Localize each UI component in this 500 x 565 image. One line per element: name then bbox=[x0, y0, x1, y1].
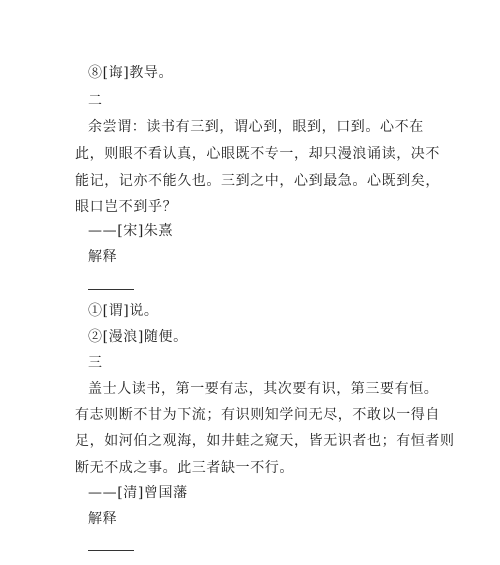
section-number-2: 二 bbox=[88, 93, 103, 109]
note-2: ②[漫浪]随便。 bbox=[88, 329, 188, 345]
author-attribution: ——[清]曾国藩 bbox=[88, 485, 188, 501]
paragraph-line: 余尝谓：读书有三到，谓心到，眼到，口到。心不在 bbox=[88, 119, 424, 135]
section-number-3: 三 bbox=[88, 355, 103, 371]
paragraph-line: 断无不成之事。此三者缺一不行。 bbox=[75, 460, 294, 476]
paragraph-line: 盖士人读书，第一要有志，其次要有识，第三要有恒。 bbox=[88, 381, 439, 397]
paragraph-line: 眼口岂不到乎？ bbox=[75, 199, 178, 215]
author-attribution: ——[宋]朱熹 bbox=[88, 223, 174, 239]
paragraph-line: 此，则眼不看认真，心眼既不专一，却只漫浪诵读，决不 bbox=[75, 146, 440, 162]
explain-label: 解释 bbox=[88, 511, 118, 527]
divider-rule bbox=[88, 550, 134, 551]
explain-label: 解释 bbox=[88, 249, 118, 265]
divider-rule bbox=[88, 289, 134, 290]
paragraph-line: 有志则断不甘为下流；有识则知学问无尽，不敢以一得自 bbox=[75, 407, 440, 423]
note-8: ⑧[诲]教导。 bbox=[88, 65, 174, 81]
paragraph-line: 足，如河伯之观海，如井蛙之窥天，皆无识者也；有恒者则 bbox=[75, 433, 455, 449]
paragraph-line: 能记，记亦不能久也。三到之中，心到最急。心既到矣， bbox=[75, 173, 440, 189]
note-1: ①[谓]说。 bbox=[88, 303, 159, 319]
